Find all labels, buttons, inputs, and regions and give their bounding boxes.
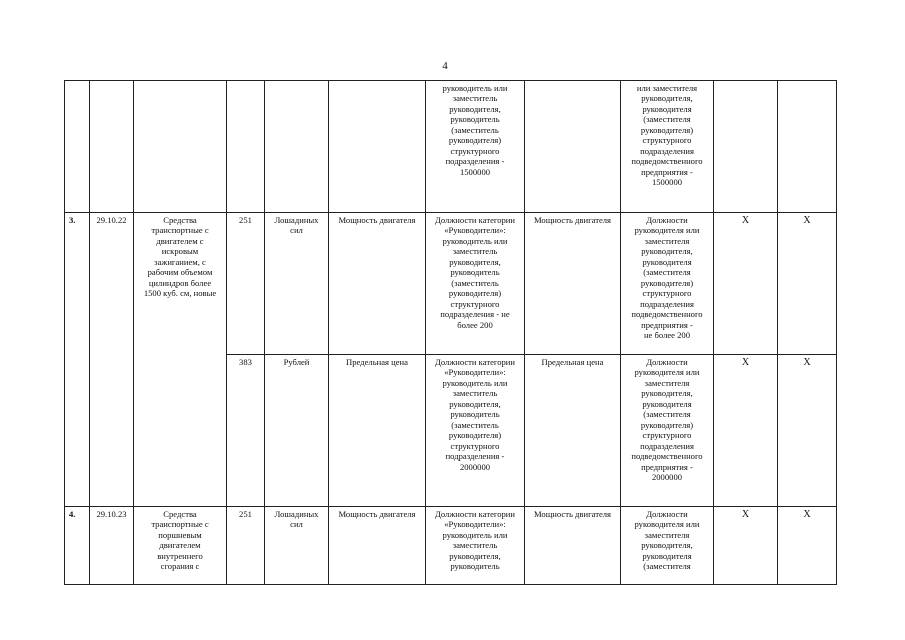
cell-characteristic [329,81,426,213]
cell-requirement-2: или заместителя руководителя, руководителя (заместителя руководителя) структурного подразделения подведомственного предприятия - 1500000 [621,81,714,213]
cell-mark-1: X [714,507,778,585]
cell-name: Средства транспортные с поршневым двигателем внутреннего сгорания с [134,507,227,585]
cell-name: Средства транспортные с двигателем с искровым зажиганием, с рабочим объемом цилиндров более 1500 куб. см, новые [134,213,227,507]
cell-okei [227,81,265,213]
cell-number: 4. [65,507,90,585]
cell-mark-2: X [778,355,837,507]
cell-characteristic-2: Мощность двигателя [525,507,621,585]
cell-number: 3. [65,213,90,507]
table-row-4 [65,507,837,585]
cell-okei: 383 [227,355,265,507]
cell-characteristic: Предельная цена [329,355,426,507]
cell-unit: Лошадиных сил [265,507,329,585]
cell-unit: Рублей [265,355,329,507]
cell-requirement: Должности категории «Руководители»: руководитель или заместитель руководителя, руководитель [426,507,525,585]
cell-requirement-2: Должности руководителя или заместителя руководителя, руководителя (заместителя [621,507,714,585]
cell-code [90,81,134,213]
cell-requirement-2: Должности руководителя или заместителя руководителя, руководителя (заместителя руководителя) структурного подразделения подведомственного предприятия - не более 200 [621,213,714,355]
cell-mark-2: X [778,213,837,355]
cell-unit [265,81,329,213]
cell-mark-2 [778,81,837,213]
cell-mark-1 [714,81,778,213]
cell-requirement: Должности категории «Руководители»: руководитель или заместитель руководителя, руководитель (заместитель руководителя) структурного подразделения - 2000000 [426,355,525,507]
cell-code: 29.10.23 [90,507,134,585]
cell-requirement: руководитель или заместитель руководителя, руководитель (заместитель руководителя) структурного подразделения - 1500000 [426,81,525,213]
cell-name [134,81,227,213]
cell-okei: 251 [227,213,265,355]
table-row-3a [65,213,837,355]
cell-requirement-2: Должности руководителя или заместителя руководителя, руководителя (заместителя руководителя) структурного подразделения подведомственного предприятия - 2000000 [621,355,714,507]
cell-characteristic: Мощность двигателя [329,213,426,355]
cell-requirement: Должности категории «Руководители»: руководитель или заместитель руководителя, руководитель (заместитель руководителя) структурного подразделения - не более 200 [426,213,525,355]
cell-code: 29.10.22 [90,213,134,507]
cell-mark-1: X [714,213,778,355]
procurement-table [64,80,837,585]
cell-characteristic-2: Мощность двигателя [525,213,621,355]
cell-mark-2: X [778,507,837,585]
cell-okei: 251 [227,507,265,585]
cell-characteristic: Мощность двигателя [329,507,426,585]
cell-characteristic-2 [525,81,621,213]
cell-unit: Лошадиных сил [265,213,329,355]
cell-characteristic-2: Предельная цена [525,355,621,507]
page-number: 4 [442,60,448,72]
cell-mark-1: X [714,355,778,507]
cell-number [65,81,90,213]
table-row-continuation [65,81,837,213]
